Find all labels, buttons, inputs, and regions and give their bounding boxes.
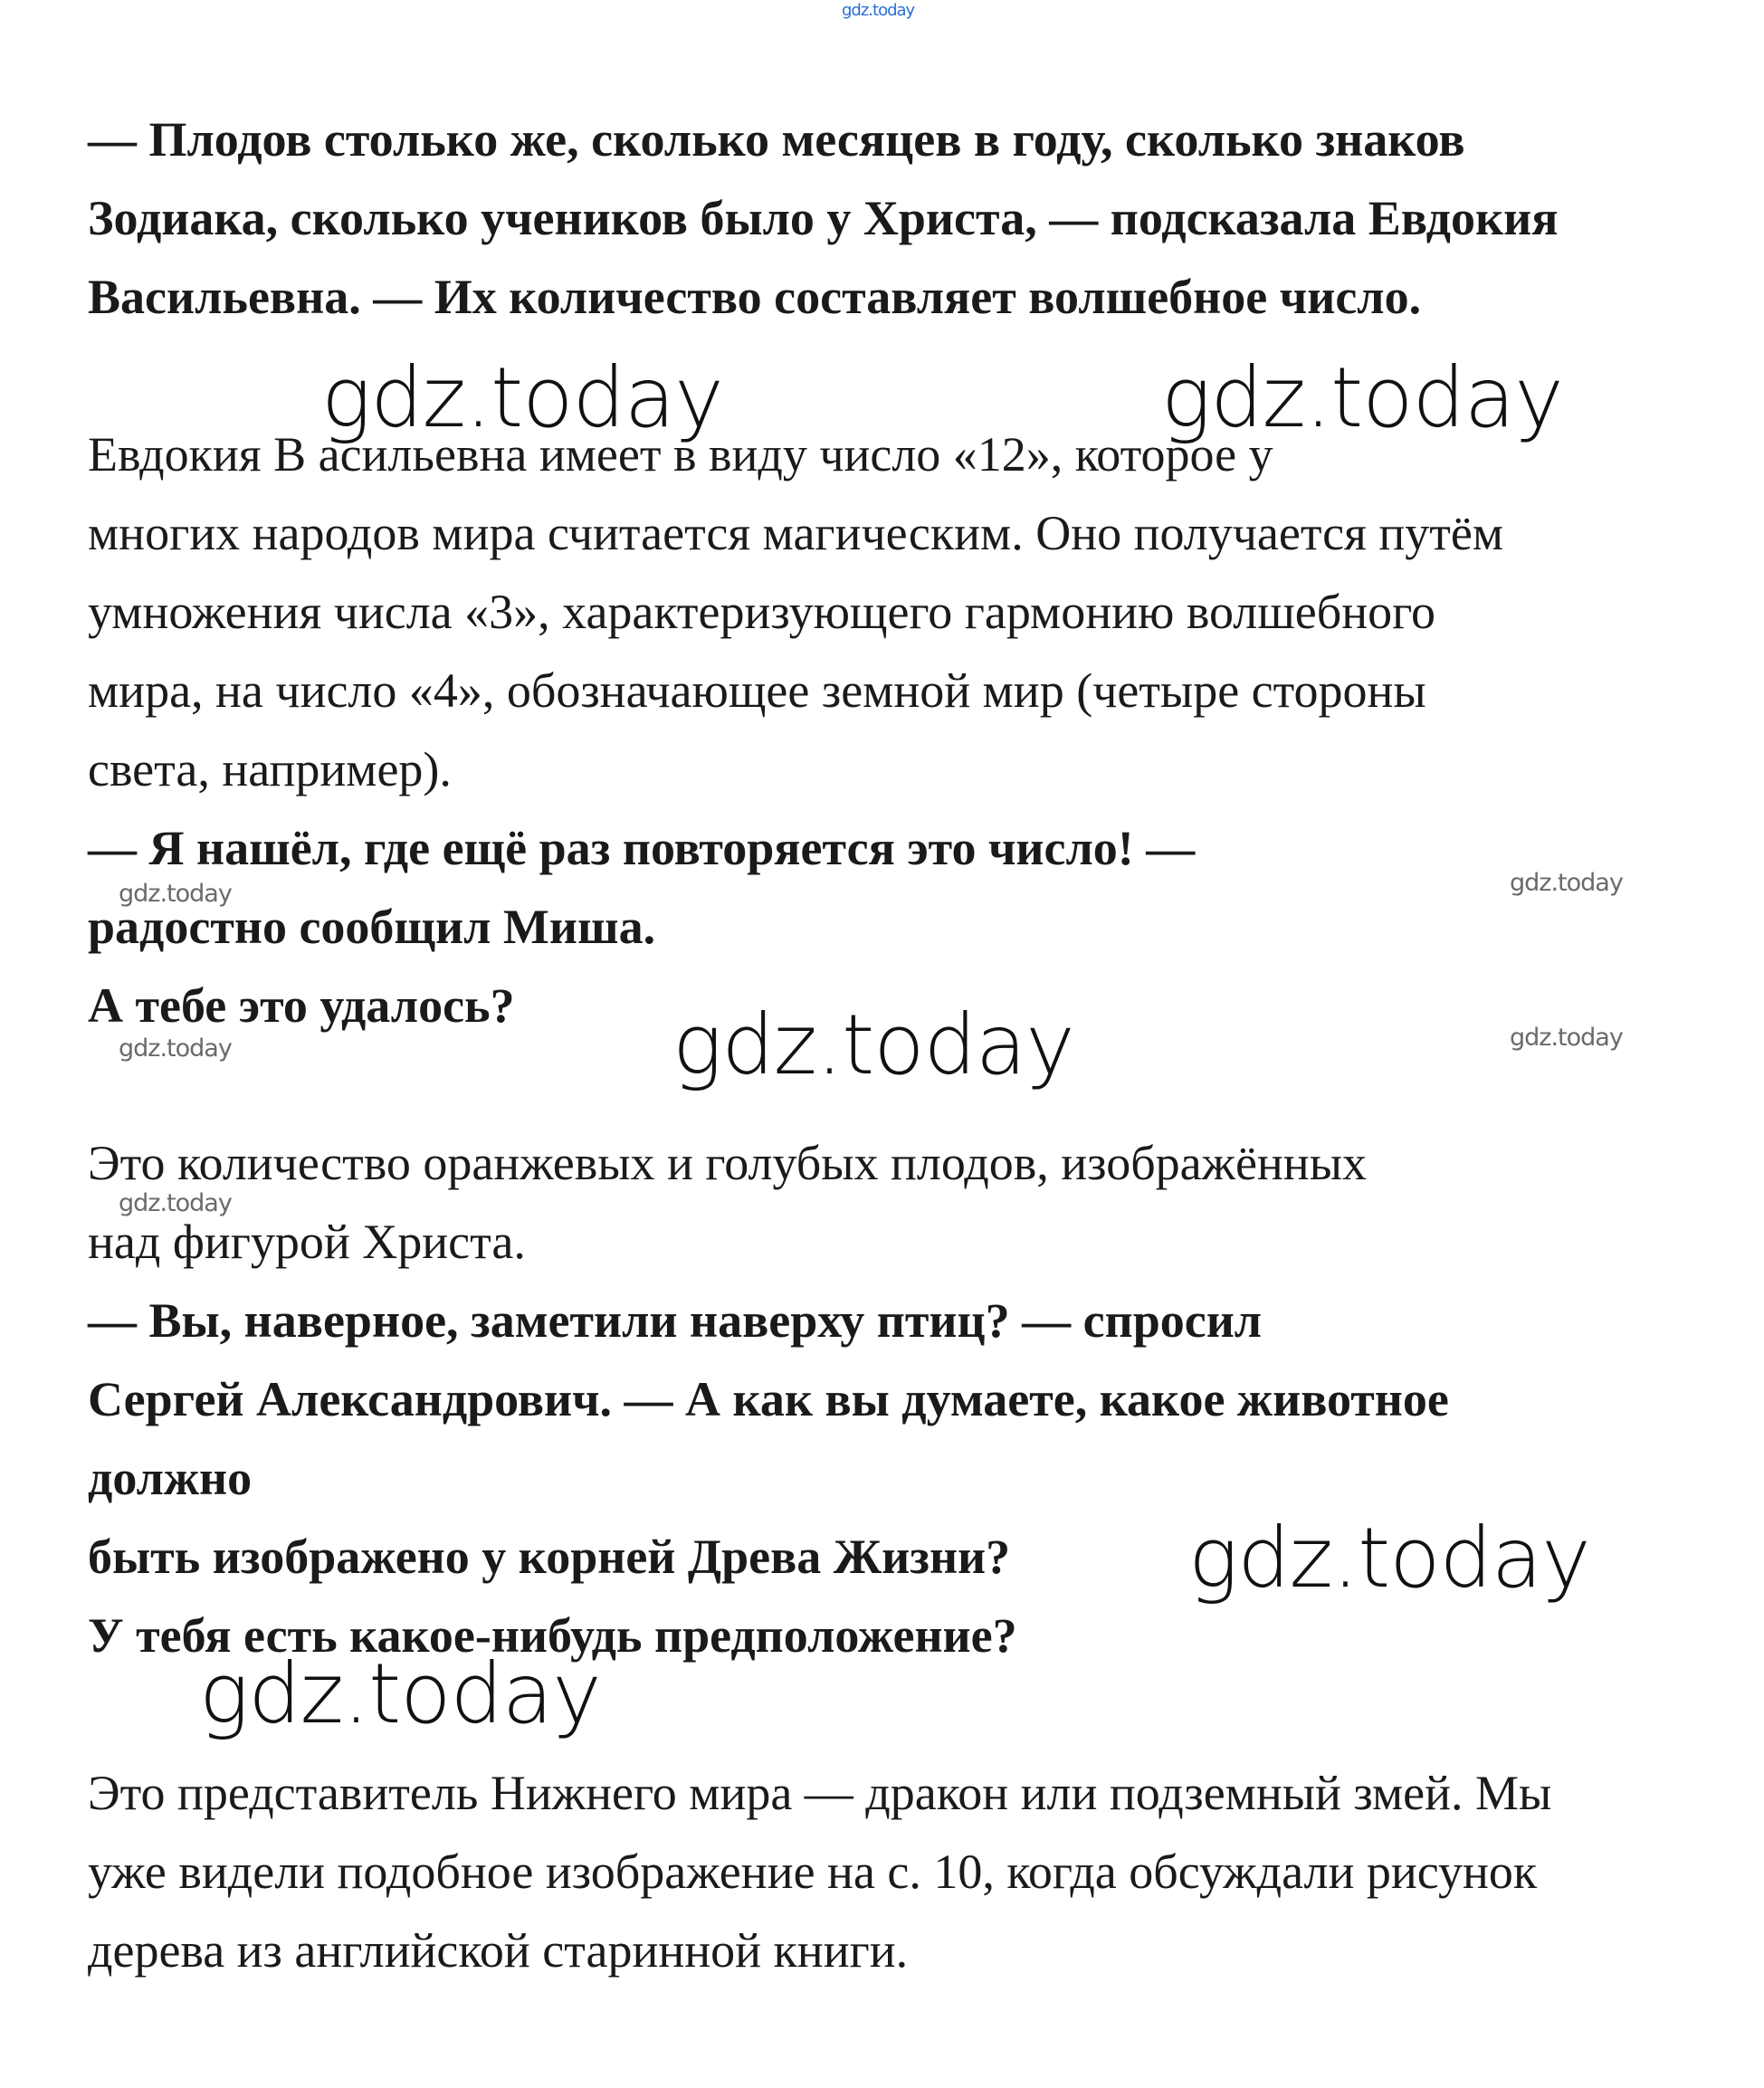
watermark-small-2: gdz.today [1510, 869, 1623, 897]
text-line-2: Зодиака, сколько учеников было у Христа, — подсказала Евдокия [88, 191, 1559, 245]
text-line-20: уже видели подобное изображение на с. 10, когда обсуждали рисунок [88, 1845, 1538, 1899]
text-line-14: — Вы, наверное, заметили наверху птиц? — спросил [88, 1293, 1263, 1348]
text-line-17: быть изображено у корней Древа Жизни? [88, 1530, 1011, 1584]
text-line-10: радостно сообщил Миша. [88, 900, 656, 954]
text-line-7: мира, на число «4», обозначающее земной мир (четыре стороны [88, 663, 1426, 718]
text-line-6: умножения числа «3», характеризующего гармонию волшебного [88, 585, 1435, 639]
watermark-large-1: gdz.today [321, 349, 723, 446]
text-line-15: Сергей Александрович. — А как вы думаете, какое животное [88, 1372, 1449, 1426]
watermark-large-4: gdz.today [1188, 1510, 1590, 1607]
text-line-11: А тебе это удалось? [88, 978, 515, 1033]
watermark-small-5: gdz.today [119, 1189, 232, 1217]
text-line-8: света, например). [88, 742, 452, 796]
text-line-1: — Плодов столько же, сколько месяцев в году, сколько знаков [88, 112, 1465, 167]
watermark-large-5: gdz.today [199, 1645, 601, 1742]
text-line-4: Евдокия В асильевна имеет в виду число «12», которое у [88, 427, 1273, 481]
text-line-19: Это представитель Нижнего мира — дракон или подземный змей. Мы [88, 1766, 1552, 1820]
text-line-21: дерева из английской старинной книги. [88, 1923, 909, 1978]
watermark-small-3: gdz.today [119, 1034, 232, 1063]
header-watermark: gdz.today [842, 1, 915, 20]
watermark-large-2: gdz.today [1161, 349, 1563, 446]
text-line-16: должно [88, 1451, 253, 1505]
text-line-12: Это количество оранжевых и голубых плодов, изображённых [88, 1136, 1367, 1190]
watermark-small-1: gdz.today [119, 880, 232, 908]
text-line-9: — Я нашёл, где ещё раз повторяется это число! — [88, 821, 1196, 875]
text-line-18: У тебя есть какое-нибудь предположение? [88, 1608, 1017, 1663]
text-line-13: над фигурой Христа. [88, 1215, 526, 1269]
watermark-large-3: gdz.today [672, 996, 1074, 1093]
text-line-3: Васильевна. — Их количество составляет волшебное число. [88, 270, 1422, 324]
text-line-5: многих народов мира считается магическим. Оно получается путём [88, 506, 1504, 560]
watermark-small-4: gdz.today [1510, 1024, 1623, 1052]
